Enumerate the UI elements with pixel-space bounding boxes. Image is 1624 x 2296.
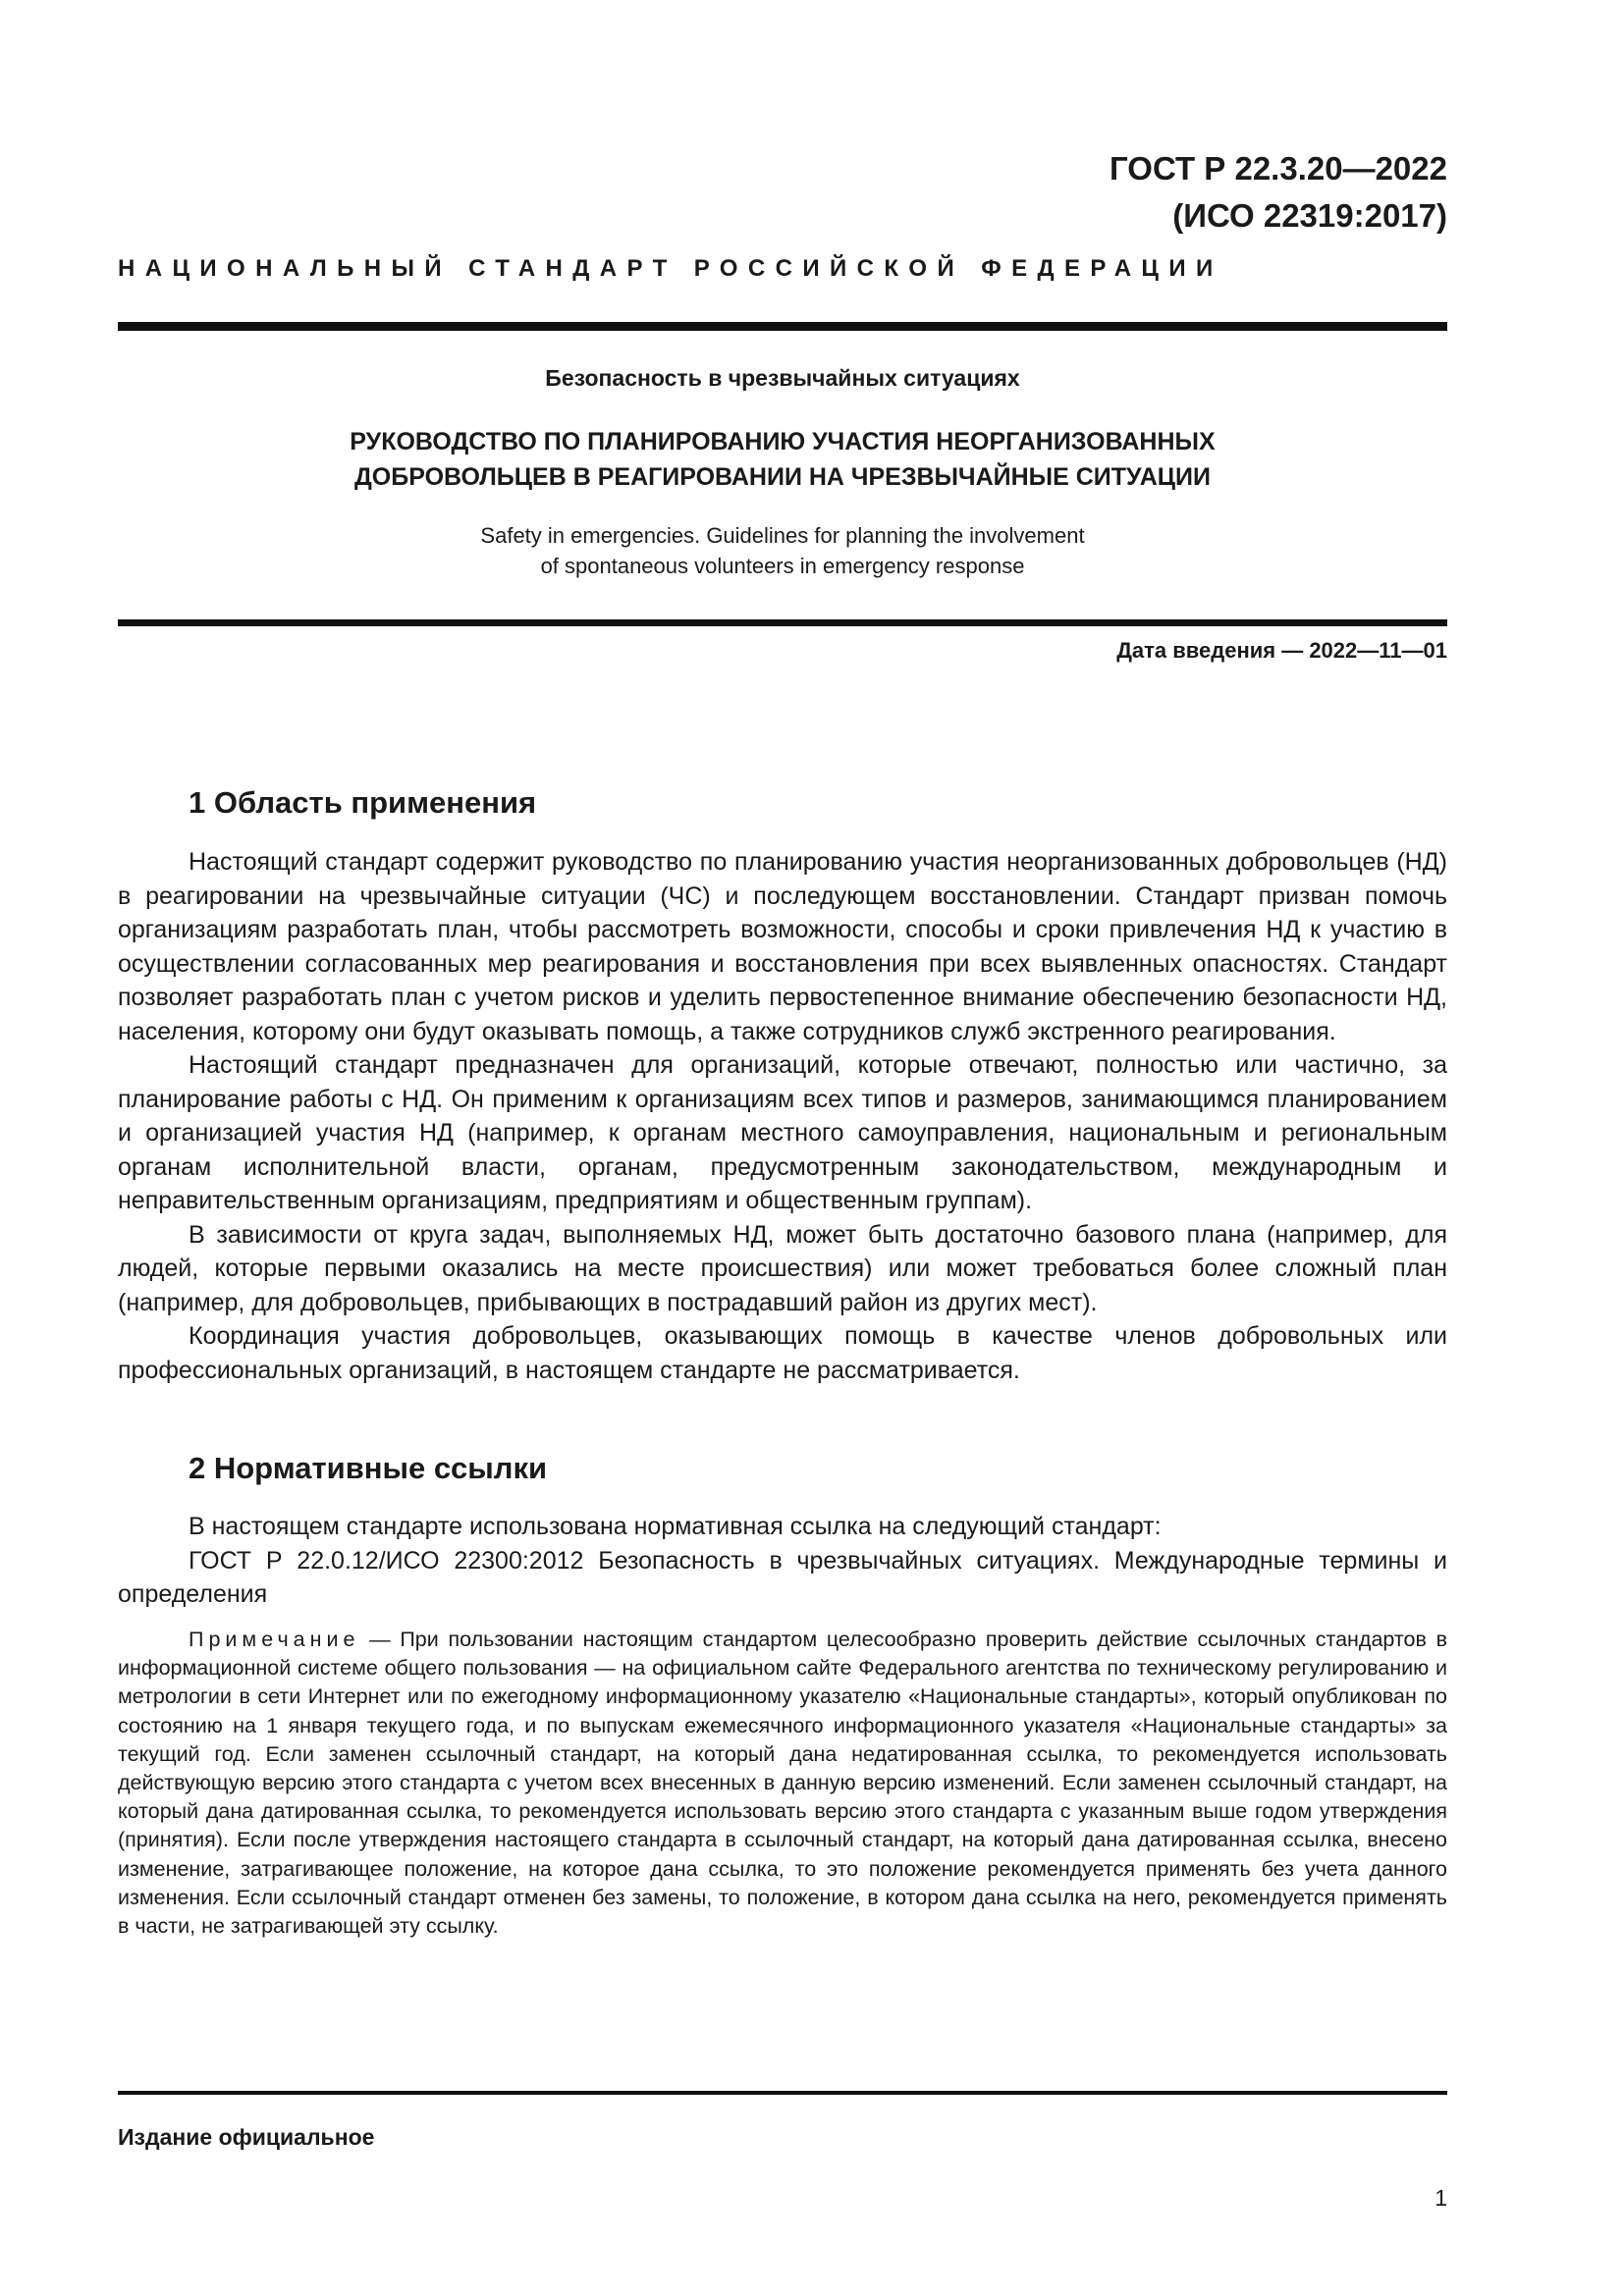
iso-number: (ИСО 22319:2017) — [1172, 197, 1447, 234]
standard-number: ГОСТ Р 22.3.20—2022 — [1110, 150, 1447, 187]
subject-line: Безопасность в чрезвычайных ситуациях — [545, 365, 1020, 391]
introduction-date: Дата введения — 2022—11—01 — [1116, 638, 1447, 663]
section-1-heading: 1 Область применения — [189, 785, 537, 820]
footer-divider — [118, 2091, 1447, 2095]
top-divider — [118, 322, 1447, 331]
section-1-paragraph: Настоящий стандарт содержит руководство по планированию участия неорганизованных добровольцев (НД) в реагировании на чрезвычайные ситуации (ЧС) и последующем восстановлении. Стандарт призван помочь организациям разработать план, чтобы рассмотреть возможности, способы и сроки привлечения НД к участию в осуществлении согласованных мер реагирования и восстановления при всех выявленных опасностях. Стандарт позволяет разработать план с учетом рисков и уделить первостепенное внимание обеспечению безопасности НД, населения, которому они будут оказывать помощь, а также сотрудников служб экстренного реагирования. — [118, 848, 1447, 1045]
document-title — [118, 424, 1447, 495]
national-standard-caption: НАЦИОНАЛЬНЫЙ СТАНДАРТ РОССИЙСКОЙ ФЕДЕРАЦИИ — [118, 255, 1223, 282]
page-number: 1 — [1435, 2185, 1447, 2211]
section-2-paragraph: В настоящем стандарте использована нормативная ссылка на следующий стандарт: — [189, 1513, 1162, 1540]
section-1-paragraph: В зависимости от круга задач, выполняемых НД, может быть достаточно базового плана (например, для людей, которые первыми оказались на месте происшествия) или может требоваться более сложный план (например, для добровольцев, прибывающих в пострадавший район из других мест). — [118, 1220, 1447, 1316]
note-text: — При пользовании настоящим стандартом целесообразно проверить действие ссылочных стандартов в информационной системе общего пользования — на официальном сайте Федерального агентства по техническому регулированию и метрологии в сети Интернет или по ежегодному информационному указателю «Национальные стандарты», который опубликован по состоянию на 1 января текущего года, и по выпускам ежемесячного информационного указателя «Национальные стандарты» за текущий год. Если заменен ссылочный стандарт, на который дана недатированная ссылка, то рекомендуется использовать действующую версию этого стандарта с учетом всех внесенных в данную версию изменений. Если заменен ссылочный стандарт, на который дана датированная ссылка, то рекомендуется использовать версию этого стандарта с указанным выше годом утверждения (принятия). Если после утверждения настоящего стандарта в ссылочный стандарт, на который дана датированная ссылка, внесено изменение, затрагивающее положение, на которое дана ссылка, то это положение рекомендуется применять без учета данного изменения. Если ссылочный стандарт отменен без замены, то положение, в котором дана ссылка на него, рекомендуется применять в части, не затрагивающей эту ссылку. — [118, 1628, 1447, 1939]
section-1-paragraph: Настоящий стандарт предназначен для организаций, которые отвечают, полностью или частично, за планирование работы с НД. Он применим к организациям всех типов и размеров, занимающимся планированием и организацией участия НД (например, к органам местного самоуправления, национальным и региональным органам исполнительной власти, органам, предусмотренным законодательством, международным и неправительственным организациям, предприятиям и общественным группам). — [118, 1051, 1447, 1214]
title-line-2: ДОБРОВОЛЬЦЕВ В РЕАГИРОВАНИИ НА ЧРЕЗВЫЧАЙНЫЕ СИТУАЦИИ — [354, 463, 1211, 491]
english-title — [118, 520, 1447, 581]
note-label: Примечание — [189, 1628, 360, 1651]
note-paragraph — [118, 1626, 1447, 1941]
title-line-1: РУКОВОДСТВО ПО ПЛАНИРОВАНИЮ УЧАСТИЯ НЕОРГАНИЗОВАННЫХ — [350, 428, 1216, 455]
edition-label: Издание официальное — [118, 2124, 375, 2150]
section-1-body — [118, 845, 1447, 1387]
english-title-line-1: Safety in emergencies. Guidelines for planning the involvement — [480, 523, 1085, 548]
section-2-heading: 2 Нормативные ссылки — [189, 1451, 548, 1485]
title-divider — [118, 619, 1447, 626]
section-2-body — [118, 1510, 1447, 1612]
section-2-note — [118, 1626, 1447, 1941]
english-title-line-2: of spontaneous volunteers in emergency response — [540, 554, 1025, 578]
standard-designation — [1110, 145, 1447, 240]
section-1-paragraph: Координация участия добровольцев, оказывающих помощь в качестве членов добровольных или профессиональных организаций, в настоящем стандарте не рассматривается. — [118, 1322, 1447, 1384]
normative-reference: ГОСТ Р 22.0.12/ИСО 22300:2012 Безопасность в чрезвычайных ситуациях. Международные термины и определения — [118, 1546, 1447, 1608]
